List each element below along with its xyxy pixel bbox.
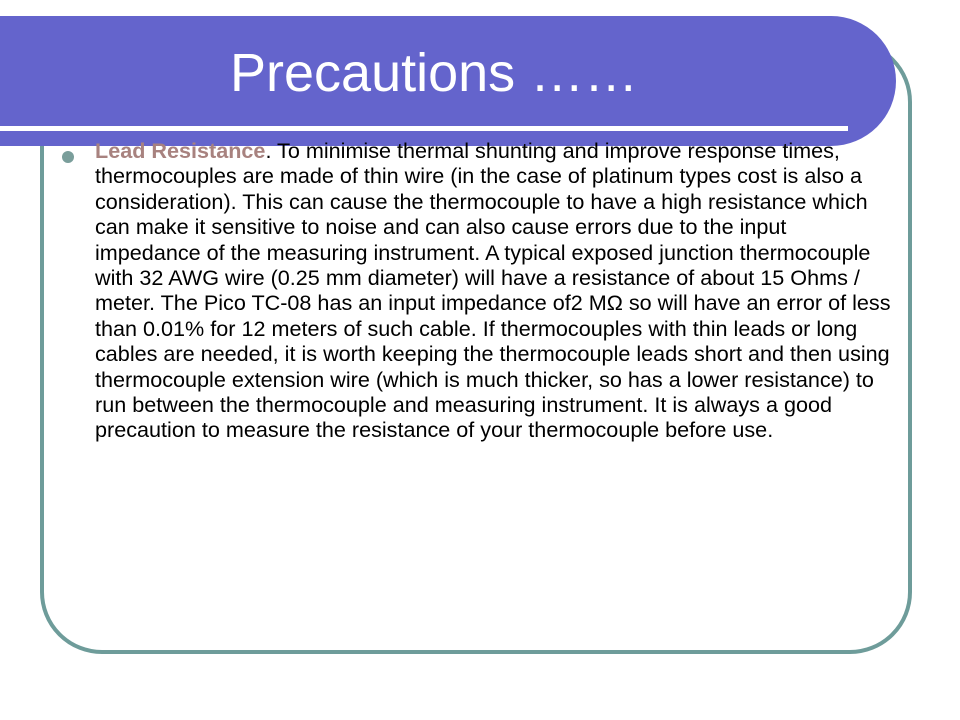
title-underline bbox=[0, 126, 848, 131]
bullet-term: Lead Resistance bbox=[95, 138, 266, 163]
bullet-text bbox=[95, 138, 895, 443]
bullet-dot-icon bbox=[62, 151, 74, 163]
bullet-body: . To minimise thermal shunting and improve response times, thermocouples are made of thin wire (in the case of platinum types cost is also a consideration). This can cause the thermocouple to have a high resistance which can make it sensitive to noise and can also cause errors due to the input impedance of the measuring instrument. A typical exposed junction thermocouple with 32 AWG wire (0.25 mm diameter) will have a resistance of about 15 Ohms / meter. The Pico TC-08 has an input impedance of2 MΩ so will have an error of less than 0.01% for 12 meters of such cable. If thermocouples with thin leads or long cables are needed, it is worth keeping the thermocouple leads short and then using thermocouple extension wire (which is much thicker, so has a lower resistance) to run between the thermocouple and measuring instrument. It is always a good precaution to measure the resistance of your thermocouple before use. bbox=[95, 138, 891, 443]
slide-title: Precautions …… bbox=[230, 43, 639, 103]
